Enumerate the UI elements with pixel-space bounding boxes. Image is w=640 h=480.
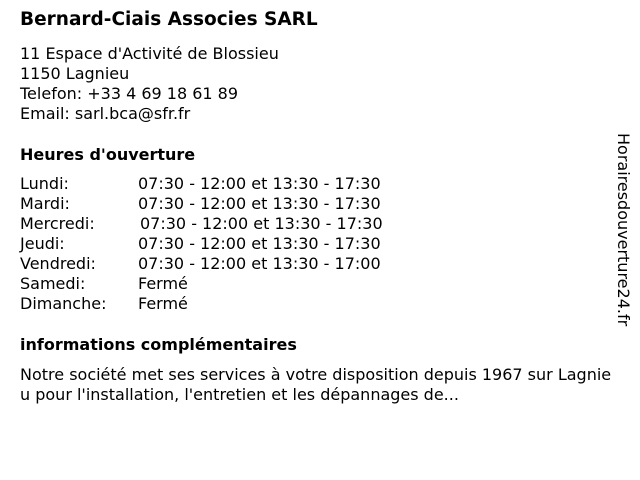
day-label: Jeudi:	[20, 234, 65, 253]
day-hours: 07:30 - 12:00 et 13:30 - 17:30	[138, 194, 381, 213]
email-address: Email: sarl.bca@sfr.fr	[20, 104, 191, 123]
hours-heading: Heures d'ouverture	[20, 145, 196, 164]
day-label: Mardi:	[20, 194, 70, 213]
day-hours: Fermé	[138, 294, 188, 313]
day-hours: 07:30 - 12:00 et 13:30 - 17:30	[138, 234, 381, 253]
day-hours: 07:30 - 12:00 et 13:30 - 17:30	[138, 174, 381, 193]
day-label: Dimanche:	[20, 294, 107, 313]
day-label: Vendredi:	[20, 254, 96, 273]
watermark-text: Horairesdouverture24.fr	[614, 133, 633, 327]
business-name: Bernard-Ciais Associes SARL	[20, 9, 318, 30]
day-label: Samedi:	[20, 274, 86, 293]
day-hours: 07:30 - 12:00 et 13:30 - 17:00	[138, 254, 381, 273]
city: 1150 Lagnieu	[20, 64, 130, 83]
day-hours: 07:30 - 12:00 et 13:30 - 17:30	[140, 214, 383, 233]
street-address: 11 Espace d'Activité de Blossieu	[20, 44, 279, 63]
info-heading: informations complémentaires	[20, 335, 297, 354]
phone-number: Telefon: +33 4 69 18 61 89	[20, 84, 239, 103]
day-label: Lundi:	[20, 174, 69, 193]
business-address	[20, 44, 279, 124]
info-description: Notre société met ses services à votre disposition depuis 1967 sur Lagnieu pour l'installation, l'entretien et les dépannages de...	[20, 365, 612, 404]
day-hours: Fermé	[138, 274, 188, 293]
day-label: Mercredi:	[20, 214, 95, 233]
